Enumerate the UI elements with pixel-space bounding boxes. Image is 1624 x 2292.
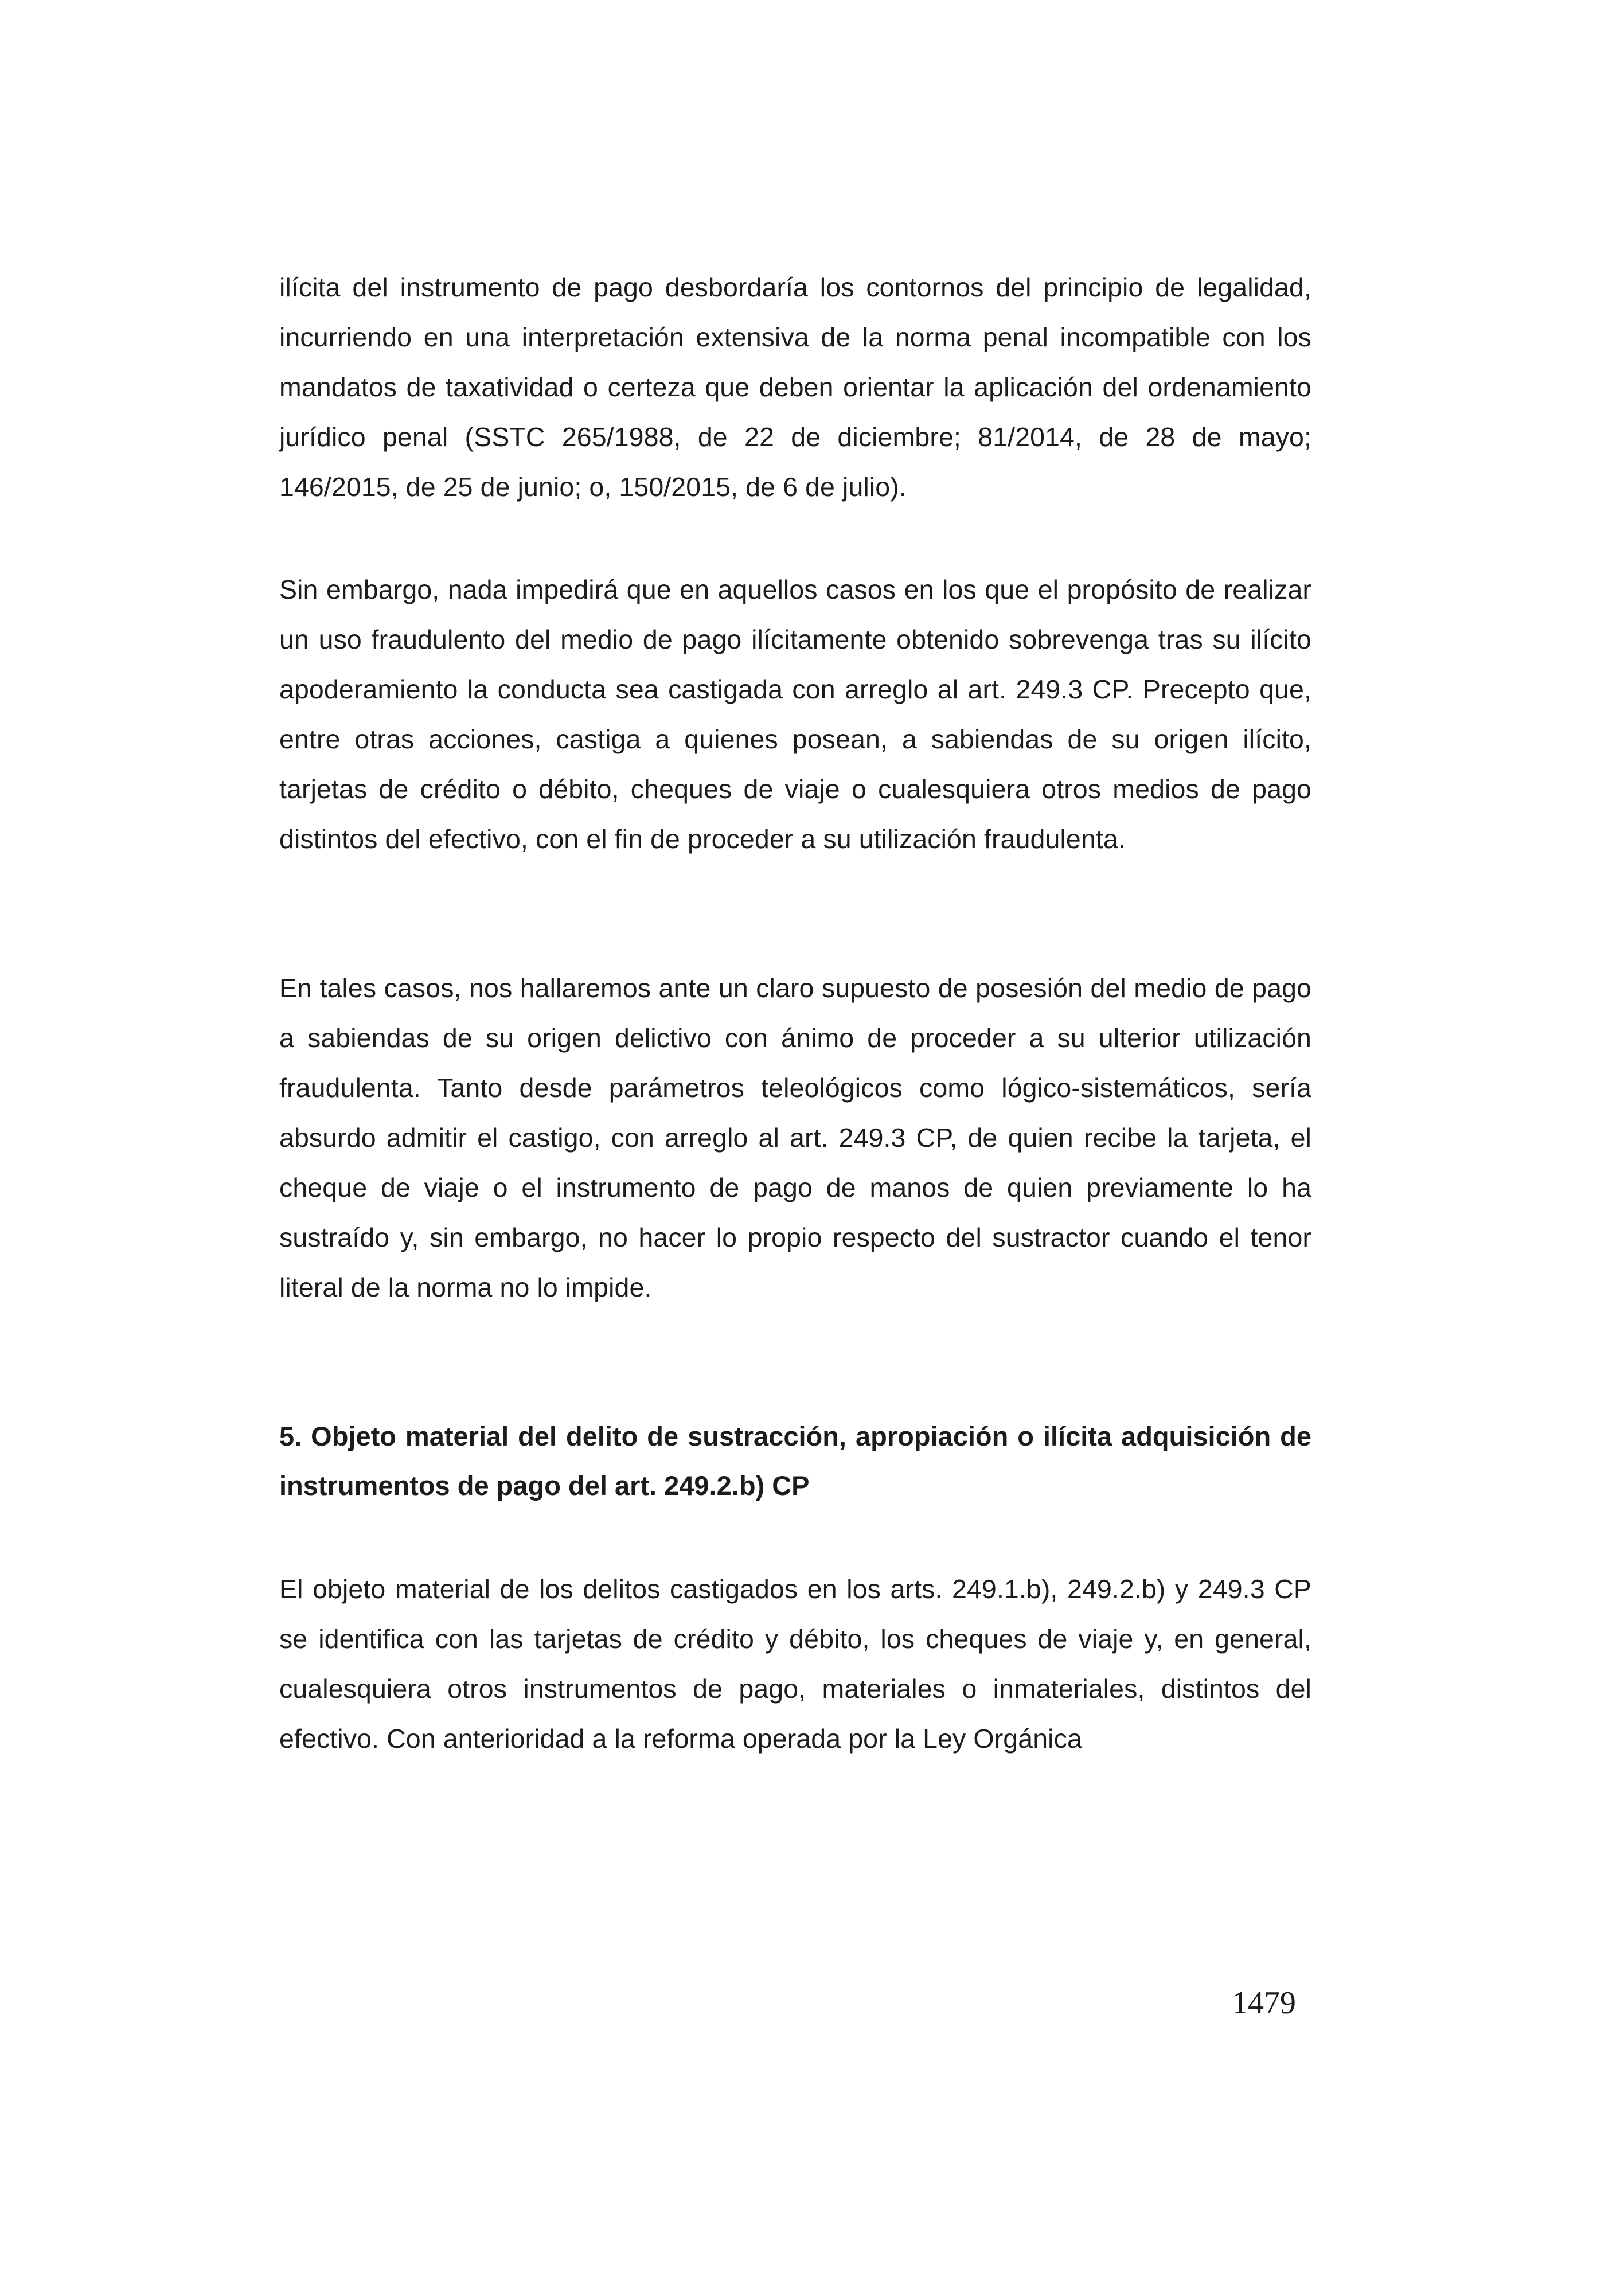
body-paragraph-3: En tales casos, nos hallaremos ante un claro supuesto de posesión del medio de pago a sabiendas de su origen delictivo con ánimo de proceder a su ulterior utilización fraudulenta. Tanto desde parámetros teleológicos como lógico-sistemáticos, sería absurdo admitir el castigo, con arreglo al art. 249.3 CP, de quien recibe la tarjeta, el cheque de viaje o el instrumento de pago de manos de quien previamente lo ha sustraído y, sin embargo, no hacer lo propio respecto del sustractor cuando el tenor literal de la norma no lo impide. xyxy=(279,973,1311,1302)
body-paragraph-1: ilícita del instrumento de pago desbordaría los contornos del principio de legalidad, incurriendo en una interpretación extensiva de la norma penal incompatible con los mandatos de taxatividad o certeza que deben orientar la aplicación del ordenamiento jurídico penal (SSTC 265/1988, de 22 de diciembre; 81/2014, de 28 de mayo; 146/2015, de 25 de junio; o, 150/2015, de 6 de julio). xyxy=(279,272,1311,502)
page-number: 1479 xyxy=(1232,1985,1296,2021)
body-paragraph-2: Sin embargo, nada impedirá que en aquellos casos en los que el propósito de realizar un uso fraudulento del medio de pago ilícitamente obtenido sobrevenga tras su ilícito apoderamiento la conducta sea castigada con arreglo al art. 249.3 CP. Precepto que, entre otras acciones, castiga a quienes posean, a sabiendas de su origen ilícito, tarjetas de crédito o débito, cheques de viaje o cualesquiera otros medios de pago distintos del efectivo, con el fin de proceder a su utilización fraudulenta. xyxy=(279,575,1311,854)
section-heading: 5. Objeto material del delito de sustracción, apropiación o ilícita adquisición de instrumentos de pago del art. 249.2.b) CP xyxy=(279,1421,1311,1501)
section-paragraph: El objeto material de los delitos castigados en los arts. 249.1.b), 249.2.b) y 249.3 CP se identifica con las tarjetas de crédito y débito, los cheques de viaje y, en general, cualesquiera otros instrumentos de pago, materiales o inmateriales, distintos del efectivo. Con anterioridad a la reforma operada por la Ley Orgánica xyxy=(279,1574,1311,1754)
